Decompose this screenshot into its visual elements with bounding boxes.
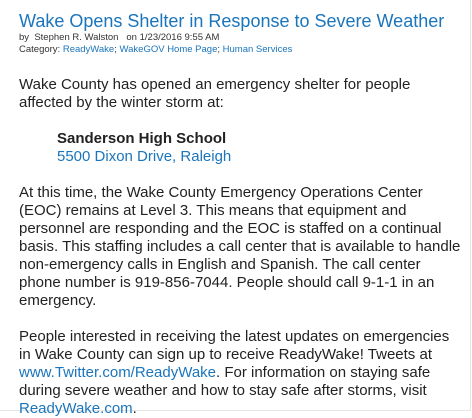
category-label: Category: — [19, 44, 61, 55]
updates-text-3: . — [132, 400, 137, 417]
shelter-address-link[interactable]: 5500 Dixon Drive, Raleigh — [57, 148, 232, 165]
shelter-name: Sanderson High School — [57, 130, 227, 147]
intro-paragraph: Wake County has opened an emergency shelter for people affected by the winter storm at: — [19, 76, 411, 111]
article-title-link[interactable]: Wake Opens Shelter in Response to Severe Weather — [19, 11, 445, 31]
category-link-human-services[interactable]: Human Services — [222, 44, 293, 55]
date-prefix: on — [126, 32, 137, 43]
readywake-link[interactable]: ReadyWake.com — [19, 400, 133, 417]
updates-text-1: People interested in receiving the latest updates on emergencies in Wake County can sign up to receive ReadyWake! Tweets at — [19, 328, 450, 363]
twitter-link[interactable]: www.Twitter.com/ReadyWake — [19, 364, 216, 381]
category-separator: ; — [217, 44, 221, 55]
category-line — [19, 44, 464, 56]
category-link-wakegov-home[interactable]: WakeGOV Home Page — [119, 44, 218, 55]
publish-date: 1/23/2016 9:55 AM — [139, 32, 220, 43]
shelter-location — [57, 130, 464, 166]
article-meta — [19, 32, 464, 56]
eoc-status-paragraph: At this time, the Wake County Emergency Operations Center (EOC) remains at Level 3. This means that equipment and personnel are responding and the EOC is staffed on a continual basis. This staffing includes a call center that is available to handle non-emergency calls in English and Spanish. The call center phone number is 919-856-7044. People should call 9-1-1 in an emergency. — [19, 184, 461, 309]
byline-prefix: by — [19, 32, 30, 43]
news-article — [19, 10, 464, 418]
updates-text-2: . For information on staying safe during severe weather and how to stay safe after storms, visit — [19, 364, 431, 399]
byline — [19, 32, 464, 44]
category-link-readywake[interactable]: ReadyWake — [62, 44, 115, 55]
category-separator: ; — [114, 44, 117, 55]
updates-paragraph — [19, 328, 464, 418]
author-name: Stephen R. Walston — [34, 32, 119, 43]
